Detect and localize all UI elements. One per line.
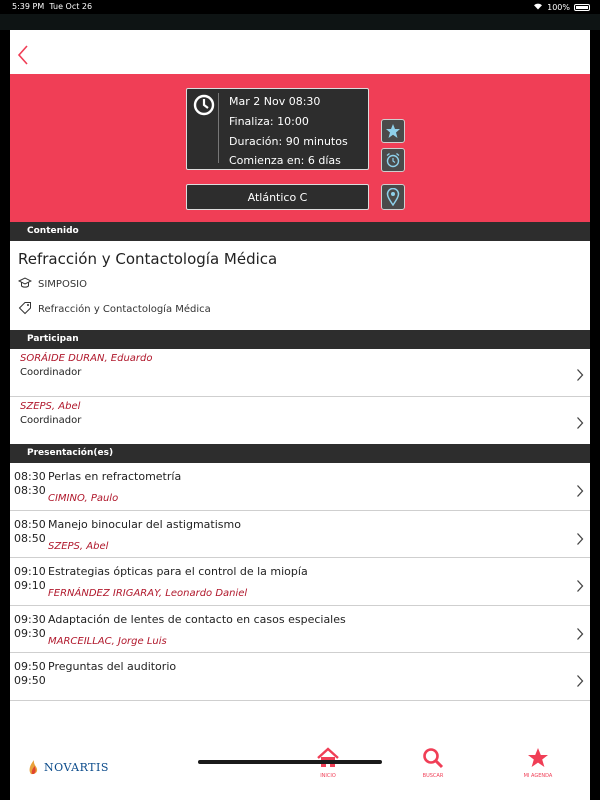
event-start: Mar 2 Nov 08:30 <box>229 95 321 108</box>
brand-name: NOVARTIS <box>44 760 109 774</box>
battery-percent: 100% <box>547 2 570 12</box>
search-icon <box>422 747 444 769</box>
presentation-title: Manejo binocular del astigmatismo <box>48 518 241 531</box>
session-type: SIMPOSIO <box>18 277 87 292</box>
presentation-end: 08:30 <box>14 484 46 497</box>
home-indicator[interactable] <box>198 760 382 764</box>
alarm-clock-icon <box>385 152 401 168</box>
tag-icon <box>18 301 32 318</box>
battery-icon <box>574 4 590 11</box>
participant-role: Coordinador <box>20 415 82 426</box>
map-pin-icon <box>386 188 400 206</box>
participant-role: Coordinador <box>20 367 82 378</box>
presentation-row[interactable] <box>10 653 590 701</box>
back-button[interactable] <box>16 44 32 66</box>
chevron-right-icon <box>576 627 584 641</box>
participant-name: SZEPS, Abel <box>20 401 81 412</box>
favorite-button[interactable] <box>381 119 405 143</box>
home-icon <box>316 747 340 769</box>
event-header <box>10 74 590 222</box>
presentation-end: 09:10 <box>14 579 46 592</box>
presentation-title: Adaptación de lentes de contacto en casos especiales <box>48 613 346 626</box>
status-time: 5:39 PM Tue Oct 26 <box>12 2 93 11</box>
participant-name: SORÁIDE DURAN, Eduardo <box>20 353 153 364</box>
reminder-button[interactable] <box>381 148 405 172</box>
participant-row[interactable] <box>10 397 590 445</box>
presentation-row[interactable] <box>10 606 590 653</box>
presentation-start: 08:30 <box>14 470 46 483</box>
session-title: Refracción y Contactología Médica <box>18 250 278 268</box>
status-right <box>533 2 590 12</box>
presentation-speaker: CIMINO, Paulo <box>48 493 119 504</box>
presentation-title: Preguntas del auditorio <box>48 660 177 673</box>
app-content <box>10 30 590 800</box>
section-header-presentations: Presentación(es) <box>10 444 590 463</box>
event-duration: Duración: 90 minutos <box>229 135 348 148</box>
top-band <box>0 14 600 30</box>
brand-logo <box>28 759 109 775</box>
nav-bar <box>10 30 590 74</box>
status-bar <box>0 0 600 14</box>
tab-bar <box>10 735 590 800</box>
presentation-end: 08:50 <box>14 532 46 545</box>
presentation-speaker: FERNÁNDEZ IRIGARAY, Leonardo Daniel <box>48 588 248 599</box>
presentation-row[interactable] <box>10 558 590 606</box>
chevron-right-icon <box>576 484 584 498</box>
presentation-title: Perlas en refractometría <box>48 470 182 483</box>
tab-search[interactable]: BUSCAR <box>403 747 463 779</box>
presentation-start: 09:30 <box>14 613 46 626</box>
star-icon <box>527 747 549 769</box>
presentation-row[interactable] <box>10 511 590 558</box>
star-icon <box>385 123 401 139</box>
chevron-right-icon <box>576 416 584 430</box>
presentation-speaker: SZEPS, Abel <box>48 541 109 552</box>
tab-home[interactable]: INICIO <box>298 747 358 779</box>
presentation-end: 09:50 <box>14 674 46 687</box>
location-name: Atlántico C <box>247 190 308 204</box>
presentation-start: 08:50 <box>14 518 46 531</box>
participant-row[interactable] <box>10 349 590 397</box>
graduation-cap-icon <box>18 277 32 292</box>
presentation-start: 09:10 <box>14 565 46 578</box>
divider <box>218 93 219 163</box>
presentation-start: 09:50 <box>14 660 46 673</box>
chevron-left-icon <box>16 44 32 66</box>
event-starts-in: Comienza en: 6 días <box>229 154 341 167</box>
presentation-row[interactable] <box>10 463 590 511</box>
clock-icon <box>193 94 215 116</box>
presentation-end: 09:30 <box>14 627 46 640</box>
section-header-participants: Participan <box>10 330 590 349</box>
location-box <box>186 184 369 210</box>
novartis-flame-icon <box>28 759 40 775</box>
event-end: Finaliza: 10:00 <box>229 115 309 128</box>
section-header-content: Contenido <box>10 222 590 241</box>
chevron-right-icon <box>576 674 584 688</box>
event-time-box <box>186 88 369 170</box>
chevron-right-icon <box>576 579 584 593</box>
chevron-right-icon <box>576 532 584 546</box>
tab-my-agenda[interactable]: MI AGENDA <box>508 747 568 779</box>
chevron-right-icon <box>576 368 584 382</box>
presentation-title: Estrategias ópticas para el control de la miopía <box>48 565 308 578</box>
session-tag: Refracción y Contactología Médica <box>18 301 211 318</box>
map-button[interactable] <box>381 184 405 210</box>
presentation-speaker: MARCEILLAC, Jorge Luis <box>48 636 167 647</box>
wifi-icon <box>533 2 543 12</box>
